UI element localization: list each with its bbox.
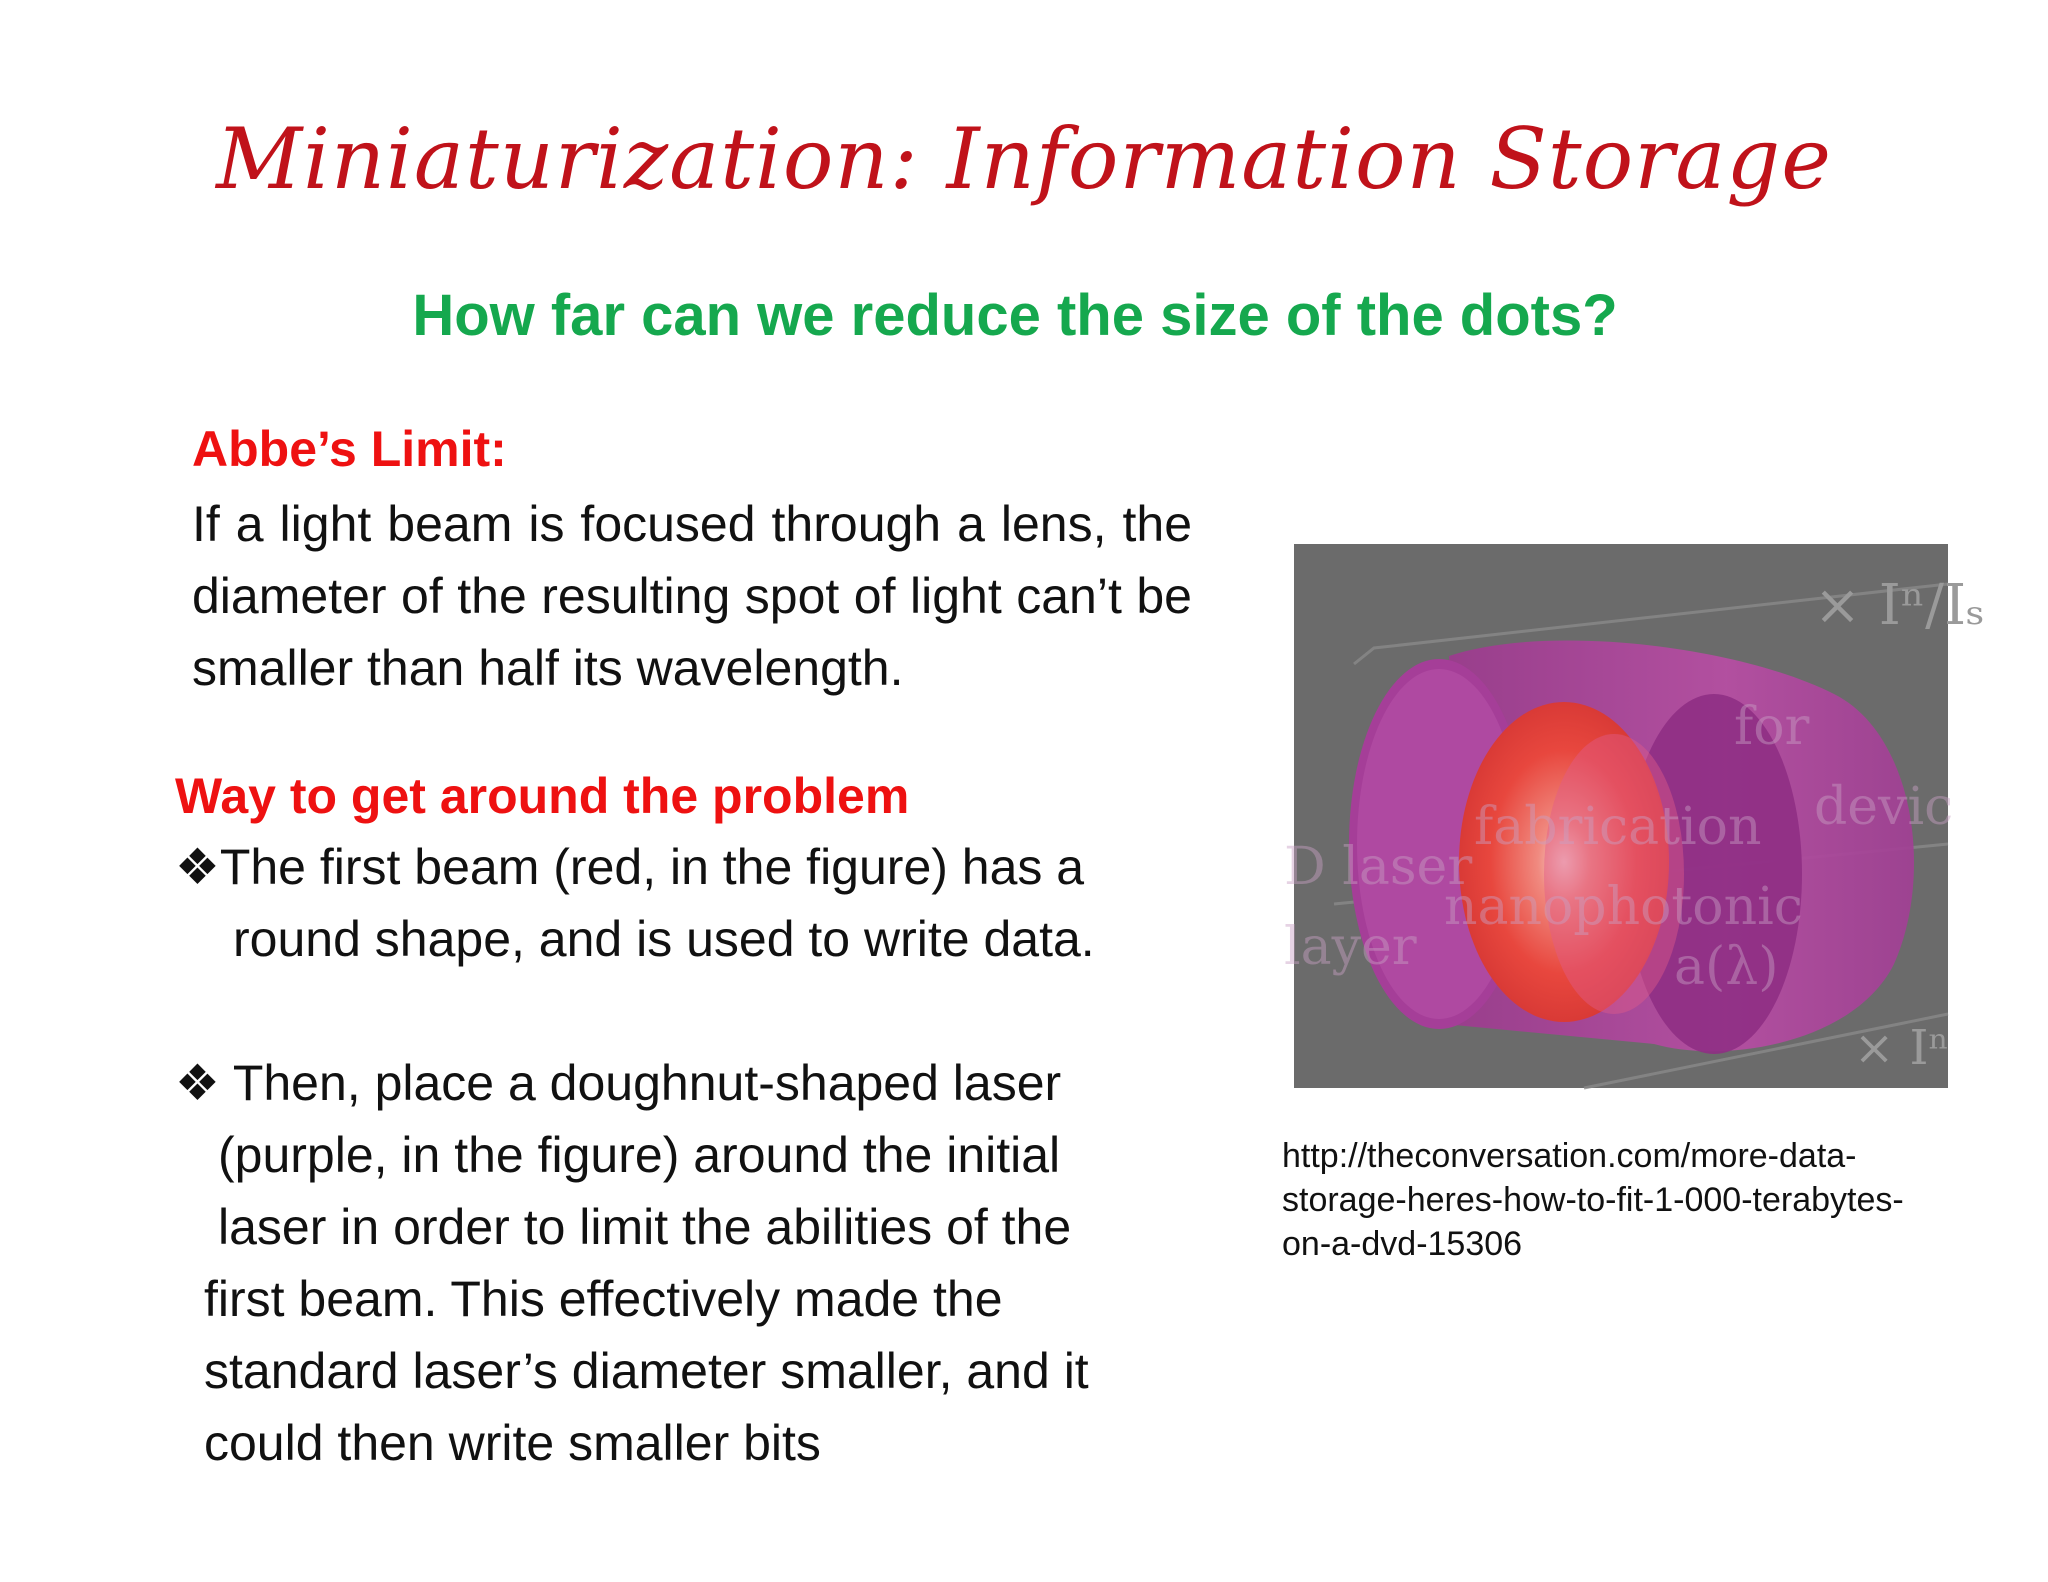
watermark-word-5: devic — [1814, 777, 1954, 837]
bullet-1 — [175, 838, 1084, 896]
source-credit — [1282, 1134, 1982, 1266]
watermark-word-4: nanophotonic — [1444, 877, 1803, 937]
bullet-diamond-icon: ❖ — [175, 839, 220, 895]
laser-figure-drawing — [1284, 544, 1985, 1088]
bullet-2-line-3: laser in order to limit the abilities of the — [218, 1199, 1072, 1255]
laser-figure-image — [1284, 544, 1985, 1088]
watermark-word-3: layer — [1284, 917, 1417, 977]
workaround-heading: Way to get around the problem — [175, 768, 910, 824]
bullet-1-line-1: The first beam (red, in the figure) has a — [219, 839, 1085, 895]
bullet-2-line-5: standard laser’s diameter smaller, and it — [204, 1343, 1089, 1399]
watermark-word-1: D laser — [1284, 837, 1473, 897]
watermark-word-7: a(λ) — [1674, 937, 1779, 997]
credit-line-3: on-a-dvd-15306 — [1282, 1225, 1523, 1263]
slide-subtitle: How far can we reduce the size of the dots? — [412, 283, 1618, 348]
abbe-heading: Abbe’s Limit: — [192, 421, 507, 477]
watermark-word-6: for — [1734, 697, 1810, 757]
bullet-2-line-1: Then, place a doughnut-shaped laser — [219, 1055, 1062, 1111]
bullet-2-line-6: could then write smaller bits — [204, 1415, 821, 1471]
slide-title: Miniaturization: Information Storage — [216, 110, 1832, 208]
formula-bottom-text: × Iⁿ — [1854, 1020, 1950, 1076]
abbe-text: If a light beam is focused through a lens, the diameter of the resulting spot of light can’t be smaller than half its wavelength. — [192, 496, 1192, 696]
credit-line-2: storage-heres-how-to-fit-1-000-terabytes- — [1282, 1181, 1904, 1219]
bullet-2-line-2: (purple, in the figure) around the initial — [218, 1127, 1061, 1183]
bullet-diamond-icon: ❖ — [175, 1055, 220, 1111]
bullet-2-line-4: first beam. This effectively made the — [204, 1271, 1003, 1327]
credit-line-1: http://theconversation.com/more-data- — [1282, 1137, 1857, 1175]
bullet-1-line-2: round shape, and is used to write data. — [233, 911, 1095, 967]
watermark-word-2: fabrication — [1474, 797, 1762, 857]
formula-top-text: × Iⁿ/Iₛ — [1814, 573, 1985, 638]
bullet-2 — [175, 1054, 1061, 1112]
